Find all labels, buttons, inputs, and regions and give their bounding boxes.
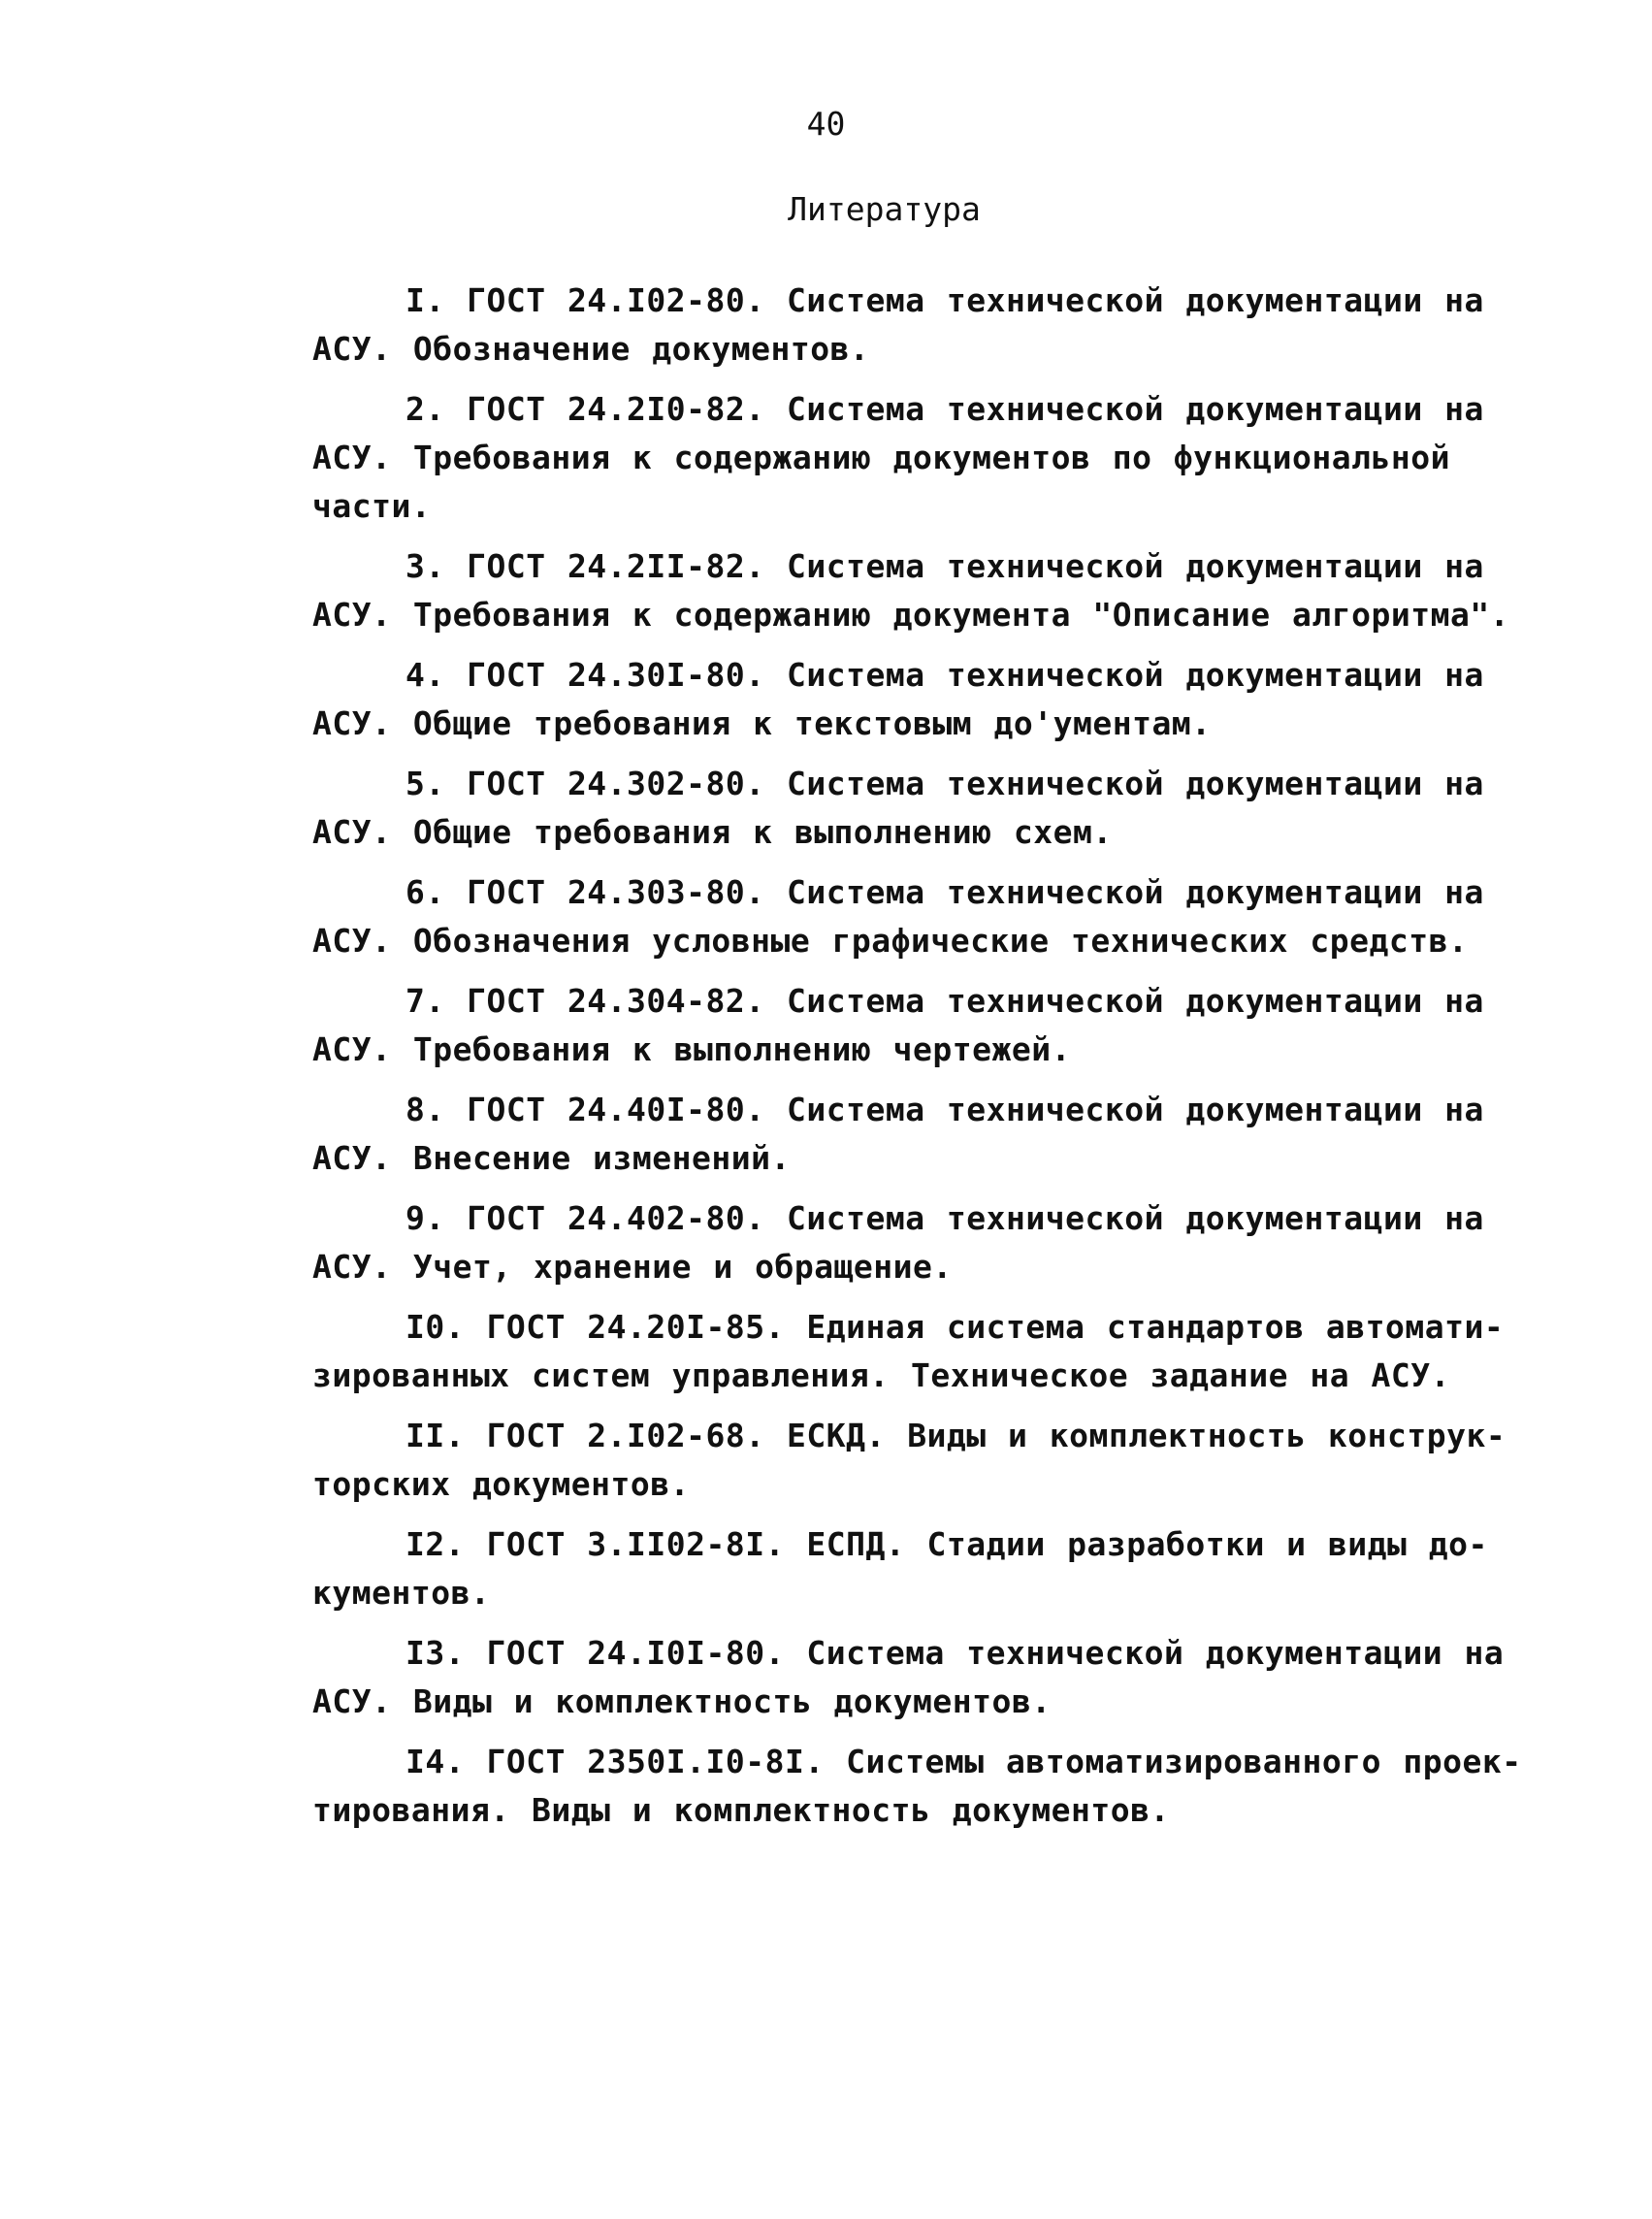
reference-line: АСУ. Обозначение документов. bbox=[312, 330, 870, 368]
page-number: 40 bbox=[806, 105, 846, 143]
reference-line: I0. ГОСТ 24.20I-85. Единая система стандартов автомати- bbox=[405, 1308, 1505, 1346]
reference-line: 2. ГОСТ 24.2I0-82. Система технической документации на bbox=[405, 390, 1484, 428]
reference-line: АСУ. Требования к содержанию документов по функциональной bbox=[312, 439, 1450, 476]
reference-item-12 bbox=[312, 1520, 1488, 1617]
reference-line: торских документов. bbox=[312, 1465, 690, 1503]
reference-line: I2. ГОСТ 3.II02-8I. ЕСПД. Стадии разработки и виды до- bbox=[405, 1525, 1488, 1563]
reference-line: II. ГОСТ 2.I02-68. ЕСКД. Виды и комплектность конструк- bbox=[405, 1417, 1506, 1454]
reference-line: 8. ГОСТ 24.40I-80. Система технической документации на bbox=[405, 1091, 1484, 1128]
reference-item-2 bbox=[312, 385, 1484, 531]
reference-line: тирования. Виды и комплектность документов. bbox=[312, 1791, 1170, 1829]
reference-line: 7. ГОСТ 24.304-82. Система технической документации на bbox=[405, 982, 1484, 1020]
reference-item-14 bbox=[312, 1738, 1522, 1835]
reference-line: 9. ГОСТ 24.402-80. Система технической документации на bbox=[405, 1199, 1484, 1237]
reference-line: АСУ. Требования к содержанию документа "Описание алгоритма". bbox=[312, 596, 1510, 634]
reference-item-5 bbox=[312, 760, 1484, 857]
reference-line: 6. ГОСТ 24.303-80. Система технической документации на bbox=[405, 873, 1484, 911]
reference-item-6 bbox=[312, 868, 1484, 965]
reference-item-10 bbox=[312, 1303, 1505, 1400]
page-heading: Литература bbox=[788, 190, 981, 228]
reference-line: АСУ. Виды и комплектность документов. bbox=[312, 1682, 1052, 1720]
reference-line: АСУ. Требования к выполнению чертежей. bbox=[312, 1030, 1071, 1068]
reference-line: I3. ГОСТ 24.I0I-80. Система технической документации на bbox=[405, 1634, 1505, 1672]
reference-line: АСУ. Общие требования к выполнению схем. bbox=[312, 813, 1113, 851]
reference-line: зированных систем управления. Техническое задание на АСУ. bbox=[312, 1356, 1450, 1394]
reference-item-3 bbox=[312, 542, 1510, 639]
reference-line: АСУ. Внесение изменений. bbox=[312, 1139, 791, 1177]
reference-line: части. bbox=[312, 487, 432, 525]
reference-line: АСУ. Общие требования к текстовым до'ументам. bbox=[312, 704, 1212, 742]
reference-line: 3. ГОСТ 24.2II-82. Система технической документации на bbox=[405, 547, 1484, 585]
reference-list bbox=[312, 277, 1522, 1846]
reference-line: АСУ. Учет, хранение и обращение. bbox=[312, 1248, 953, 1286]
reference-item-1 bbox=[312, 277, 1484, 374]
reference-line: I4. ГОСТ 2350I.I0-8I. Системы автоматизированного проек- bbox=[405, 1743, 1522, 1780]
reference-line: I. ГОСТ 24.I02-80. Система технической документации на bbox=[405, 281, 1484, 319]
reference-item-4 bbox=[312, 651, 1484, 748]
reference-item-11 bbox=[312, 1412, 1506, 1509]
reference-item-8 bbox=[312, 1086, 1484, 1183]
reference-line: кументов. bbox=[312, 1574, 491, 1612]
reference-item-13 bbox=[312, 1629, 1505, 1726]
reference-line: 4. ГОСТ 24.30I-80. Система технической документации на bbox=[405, 656, 1484, 694]
reference-line: АСУ. Обозначения условные графические технических средств. bbox=[312, 922, 1469, 960]
reference-item-9 bbox=[312, 1194, 1484, 1291]
reference-line: 5. ГОСТ 24.302-80. Система технической документации на bbox=[405, 765, 1484, 802]
reference-item-7 bbox=[312, 977, 1484, 1074]
